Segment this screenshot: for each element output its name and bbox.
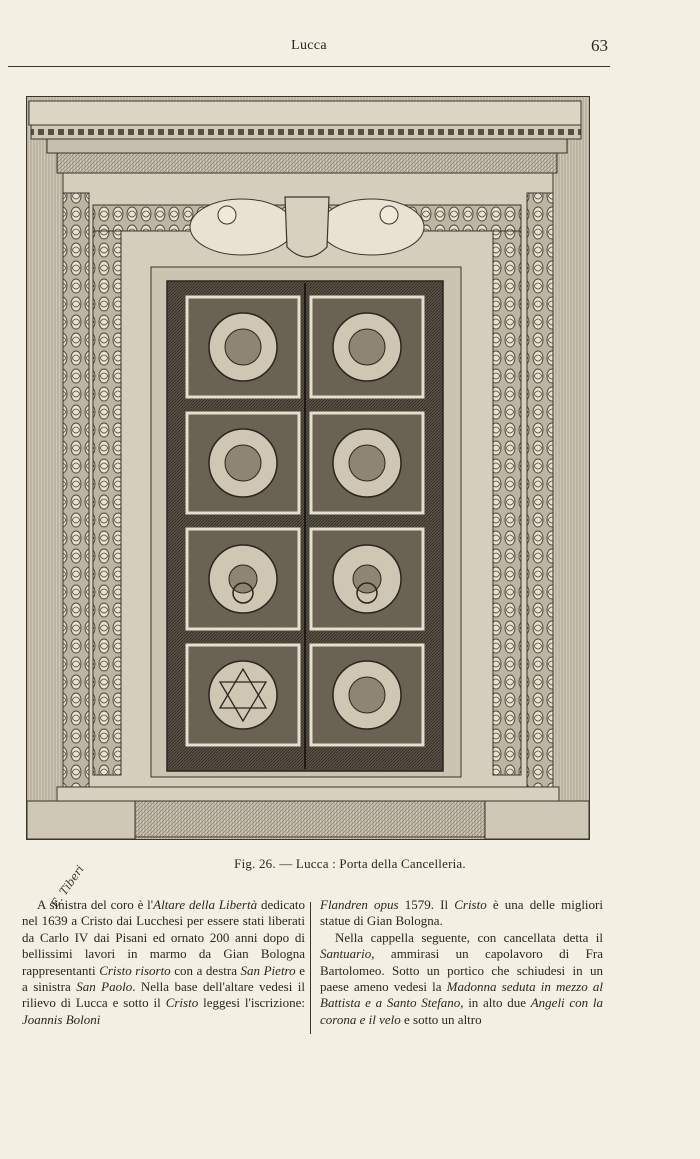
text-column-left (22, 897, 305, 1028)
page-header (8, 36, 610, 67)
paragraph: Flandren opus 1579. Il Cristo è una delle migliori statue di Gian Bologna. (320, 897, 603, 929)
figure-caption: Fig. 26. — Lucca : Porta della Cancelleria. (234, 856, 466, 871)
page-number: 63 (591, 36, 608, 55)
cherub-group (190, 197, 424, 257)
running-head: Lucca (291, 38, 327, 53)
paragraph: A sinistra del coro è l'Altare della Libertà dedicato nel 1639 a Cristo dai Lucchesi per essere stati liberati da Carlo IV dai Pisani ed ornato 200 anni dopo di bellissimi lavori in marmo da Gian Bologna rappresentanti Cristo risorto con a destra San Pietro e a sinistra San Paolo. Nella base dell'altare vedesi il rilievo di Lucca e sotto il Cristo leggesi l'iscrizione: Joannis Boloni (22, 897, 306, 1027)
text-column-right (320, 897, 603, 1028)
paragraph: Nella cappella seguente, con cancellata detta il Santuario, ammirasi un capolavoro di Fra Bartolomeo. Sotto un portico che schiudesi in un paese ameno vedesi la Madonna seduta in mezzo al Battista e a Santo Stefano, in alto due Angeli con la corona e il velo e sotto un altro (320, 929, 603, 1027)
column-divider (310, 902, 311, 1034)
engraver-signature: E. Tiberi (48, 863, 87, 910)
door-engraving-illustration (27, 97, 589, 839)
